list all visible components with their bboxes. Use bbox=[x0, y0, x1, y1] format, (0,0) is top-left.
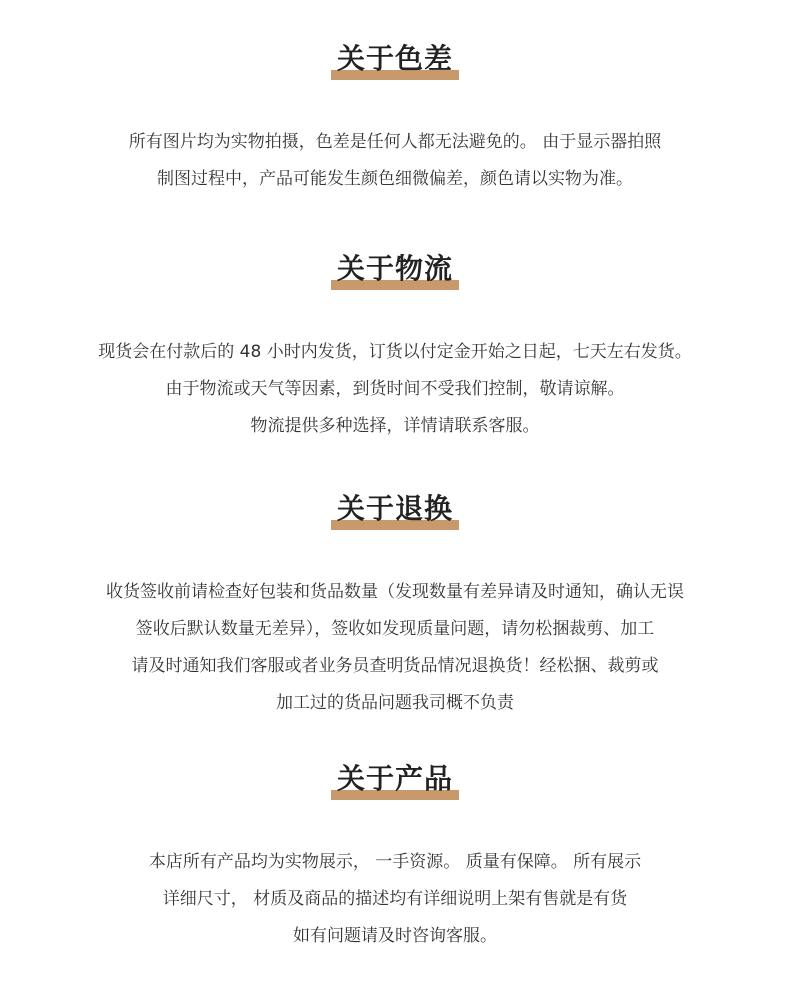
body-line: 详细尺寸， 材质及商品的描述均有详细说明上架有售就是有货 bbox=[162, 889, 628, 909]
section-heading-wrap bbox=[335, 760, 455, 800]
body-line: 物流提供多种选择，详情请联系客服。 bbox=[250, 416, 540, 436]
section-body bbox=[0, 574, 790, 722]
section-body bbox=[0, 844, 790, 955]
section-returns bbox=[0, 490, 790, 722]
section-title: 关于退换 bbox=[336, 492, 453, 525]
section-title: 关于物流 bbox=[336, 252, 453, 285]
body-line: 请及时通知我们客服或者业务员查明货品情况退换货！经松捆、裁剪或 bbox=[131, 656, 659, 676]
body-line: 由于物流或天气等因素，到货时间不受我们控制，敬请谅解。 bbox=[165, 379, 625, 399]
body-line: 所有图片均为实物拍摄，色差是任何人都无法避免的。 由于显示器拍照 bbox=[128, 132, 662, 152]
section-color-difference bbox=[0, 40, 790, 198]
body-line: 收货签收前请检查好包装和货品数量（发现数量有差异请及时通知，确认无误 bbox=[106, 582, 684, 602]
section-heading-wrap bbox=[335, 490, 455, 530]
section-title: 关于色差 bbox=[336, 42, 453, 75]
section-heading-wrap bbox=[335, 250, 455, 290]
body-line: 现货会在付款后的 48 小时内发货，订货以付定金开始之日起，七天左右发货。 bbox=[98, 342, 692, 362]
body-line: 制图过程中，产品可能发生颜色细微偏差，颜色请以实物为准。 bbox=[157, 169, 633, 189]
section-logistics bbox=[0, 250, 790, 445]
section-title: 关于产品 bbox=[336, 762, 453, 795]
section-body bbox=[0, 334, 790, 445]
body-line: 本店所有产品均为实物展示， 一手资源。 质量有保障。 所有展示 bbox=[148, 852, 642, 872]
section-heading-wrap bbox=[335, 40, 455, 80]
body-line: 加工过的货品问题我司概不负责 bbox=[276, 693, 514, 713]
body-line: 签收后默认数量无差异），签收如发现质量问题，请勿松捆裁剪、加工 bbox=[135, 619, 655, 639]
body-line: 如有问题请及时咨询客服。 bbox=[293, 926, 497, 946]
section-body bbox=[0, 124, 790, 198]
section-products bbox=[0, 760, 790, 955]
